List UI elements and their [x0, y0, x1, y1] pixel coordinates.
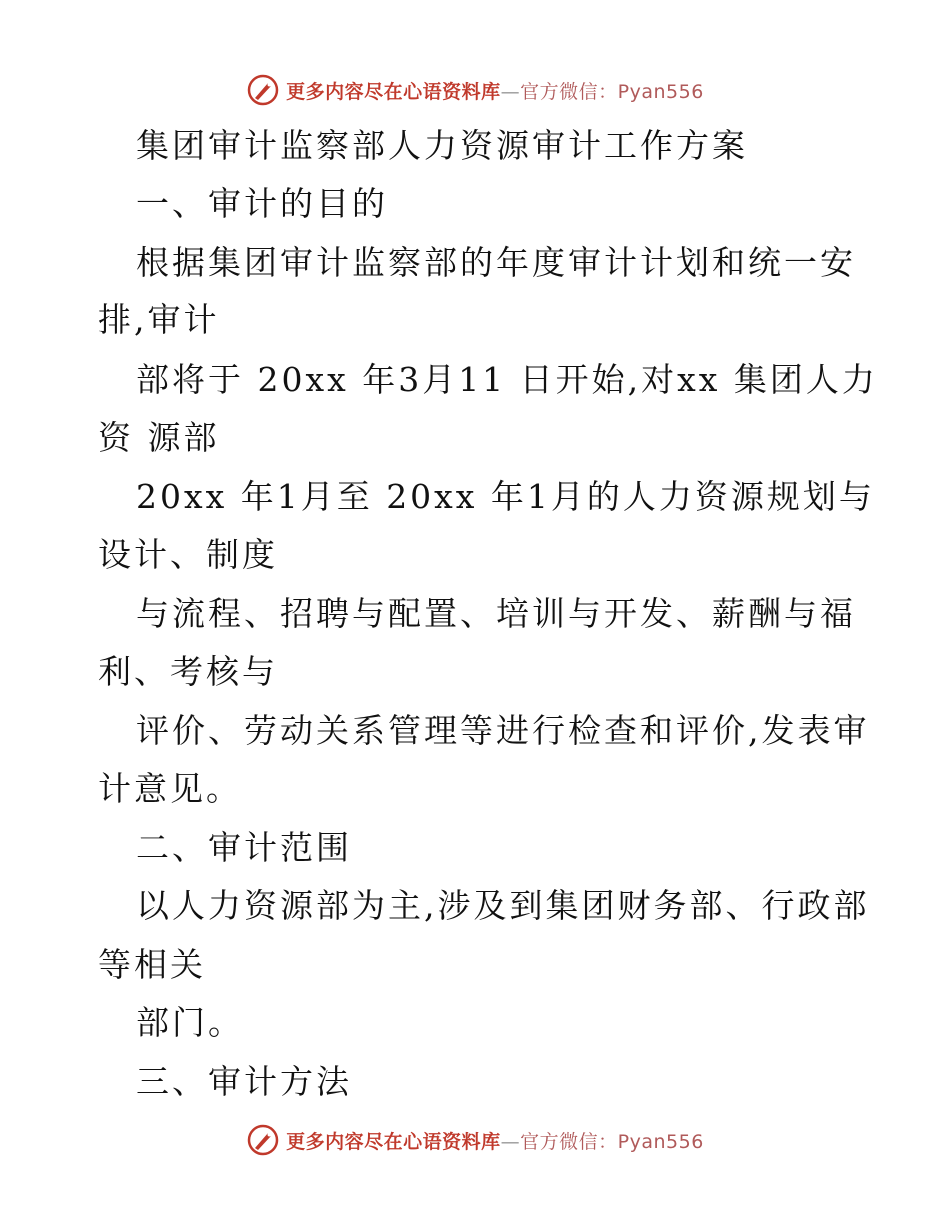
- watermark-site-text: 更多内容尽在心语资料库: [286, 1130, 501, 1153]
- paragraph-line: 利、考核与: [98, 652, 278, 691]
- document-title: 集团审计监察部人力资源审计工作方案: [136, 126, 748, 165]
- paragraph-line: 与流程、招聘与配置、培训与开发、薪酬与福: [136, 594, 856, 633]
- section-heading-3: 三、审计方法: [136, 1062, 352, 1101]
- section-heading-1: 一、审计的目的: [136, 184, 388, 223]
- paragraph-line: 部门。: [136, 1003, 244, 1042]
- pen-nib-logo-icon: [246, 73, 280, 107]
- paragraph-line: 部将于 20xx 年3月11 日开始,对xx 集团人力: [136, 360, 878, 399]
- section-heading-2: 二、审计范围: [136, 828, 352, 867]
- paragraph-line: 以人力资源部为主,涉及到集团财务部、行政部: [136, 886, 870, 925]
- watermark-separator: —: [500, 80, 521, 103]
- paragraph-line: 计意见。: [98, 769, 242, 808]
- paragraph-line: 20xx 年1月至 20xx 年1月的人力资源规划与: [136, 477, 875, 516]
- watermark-wechat-text: 官方微信：Pyan556: [520, 1130, 704, 1153]
- watermark-banner-bottom: [0, 1120, 950, 1160]
- watermark-wechat-text: 官方微信：Pyan556: [520, 80, 704, 103]
- paragraph-line: 评价、劳动关系管理等进行检查和评价,发表审: [136, 711, 870, 750]
- watermark-site-text: 更多内容尽在心语资料库: [286, 80, 501, 103]
- paragraph-line: 根据集团审计监察部的年度审计计划和统一安: [136, 243, 856, 282]
- watermark-separator: —: [500, 1130, 521, 1153]
- watermark-banner-top: [0, 70, 950, 110]
- paragraph-line: 等相关: [98, 945, 206, 984]
- pen-nib-logo-icon: [246, 1123, 280, 1157]
- watermark-text: [286, 1127, 704, 1154]
- paragraph-line: 排,审计: [98, 300, 220, 339]
- paragraph-line: 资 源部: [98, 418, 220, 457]
- watermark-text: [286, 77, 704, 104]
- paragraph-line: 设计、制度: [98, 535, 278, 574]
